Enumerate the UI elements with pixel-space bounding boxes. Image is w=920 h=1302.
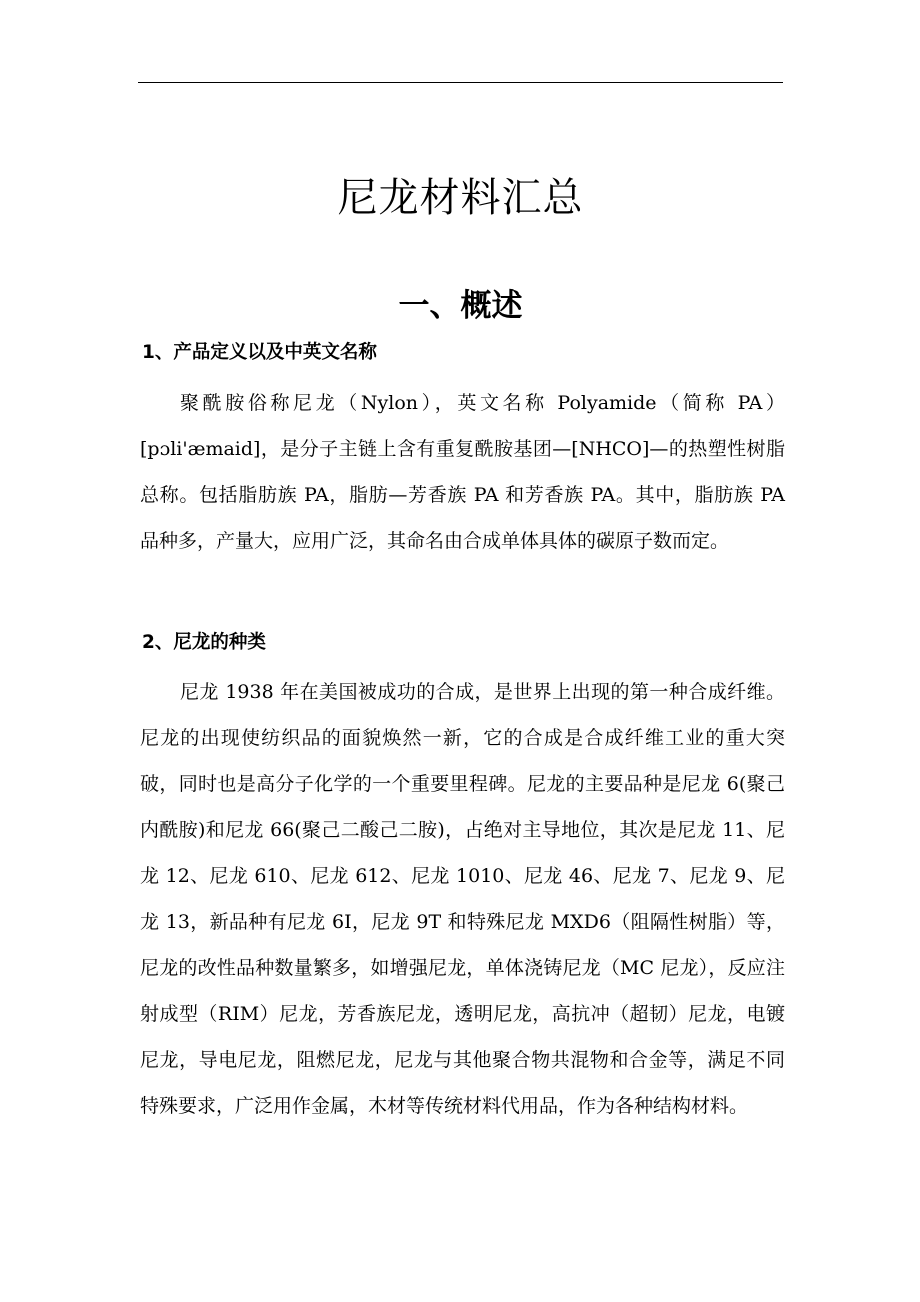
document-title: 尼龙材料汇总 xyxy=(337,175,584,221)
paragraph-types: 尼龙 1938 年在美国被成功的合成，是世界上出现的第一种合成纤维。尼龙的出现使纺织品的面貌焕然一新，它的合成是合成纤维工业的重大突破，同时也是高分子化学的一个重要里程碑。尼龙的主要品种是尼龙 6(聚己内酰胺)和尼龙 66(聚己二酸己二胺)，占绝对主导地位，其次是尼龙 11、尼龙 12、尼龙 610、尼龙 612、尼龙 1010、尼龙 46、尼龙 7、尼龙 9、尼龙 13，新品种有尼龙 6I，尼龙 9T 和特殊尼龙 MXD6（阻隔性树脂）等，尼龙的改性品种数量繁多，如增强尼龙，单体浇铸尼龙（MC 尼龙），反应注射成型（RIM）尼龙，芳香族尼龙，透明尼龙，高抗冲（超韧）尼龙，电镀尼龙，导电尼龙，阻燃尼龙，尼龙与其他聚合物共混物和合金等，满足不同特殊要求，广泛用作金属，木材等传统材料代用品，作为各种结构材料。 xyxy=(140,681,785,1117)
subheading-definition: 1、产品定义以及中英文名称 xyxy=(142,342,377,363)
header-rule xyxy=(138,82,783,83)
subheading-types: 2、尼龙的种类 xyxy=(142,632,266,653)
section-title: 一、概述 xyxy=(398,288,523,324)
paragraph-definition: 聚酰胺俗称尼龙（Nylon），英文名称 Polyamide（简称 PA）[pɔli'æmaid]，是分子主链上含有重复酰胺基团—[NHCO]—的热塑性树脂总称。包括脂肪族 PA，脂肪—芳香族 PA 和芳香族 PA。其中，脂肪族 PA 品种多，产量大，应用广泛，其命名由合成单体具体的碳原子数而定。 xyxy=(140,392,785,552)
